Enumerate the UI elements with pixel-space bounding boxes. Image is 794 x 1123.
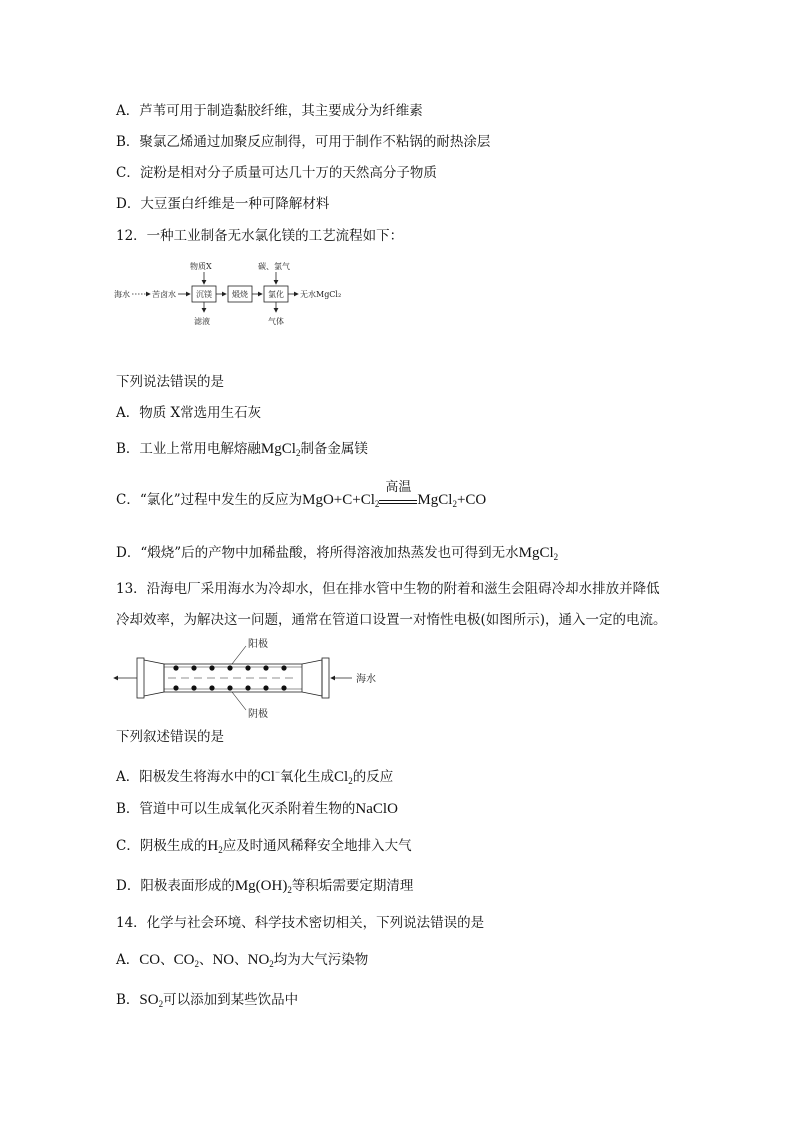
q11-option-b: B．聚氯乙烯通过加聚反应制得，可用于制作不粘锅的耐热涂层 (116, 134, 491, 150)
q13-stem-line1: 13．沿海电厂采用海水为冷却水，但在排水管中生物的附着和滋生会阻碍冷却水排放并降低 (116, 581, 660, 597)
q14-stem: 14．化学与社会环境、科学技术密切相关，下列说法错误的是 (116, 915, 485, 931)
q13-option-d: D．阳极表面形成的$Mg(OH)_2$等积垢需要定期清理 (116, 878, 414, 895)
q13-option-b: B．管道中可以生成氧化灭杀附着生物的NaClO (116, 801, 398, 817)
diagram-seawater: 海水 (356, 674, 376, 685)
q11-option-d: D．大豆蛋白纤维是一种可降解材料 (116, 196, 330, 212)
flow-product: 无水MgCl₂ (300, 290, 342, 299)
q12-option-b: B．工业上常用电解熔融MgCl$_2$制备金属镁 (116, 441, 368, 458)
q12-flow-diagram (112, 254, 352, 332)
flow-seawater: 海水 (114, 290, 130, 299)
q13-prompt: 下列叙述错误的是 (116, 729, 224, 745)
flow-bittern: 苦卤水 (152, 290, 176, 299)
q12-option-d: D．“煅烧”后的产物中加稀盐酸，将所得溶液加热蒸发也可得到无水MgCl$_2$ (116, 545, 559, 562)
diagram-cathode: 阴极 (248, 709, 268, 720)
q11-option-c: C．淀粉是相对分子质量可达几十万的天然高分子物质 (116, 165, 437, 181)
flow-reagent-x: 物质X (190, 262, 212, 271)
q13-option-a: A．阳极发生将海水中的Cl−氧化生成$Cl_2$的反应 (116, 767, 394, 786)
flow-reagent-cl: 碳、氯气 (258, 262, 290, 271)
reaction-condition: 高温 (379, 496, 417, 504)
flow-calcine: 煅烧 (232, 290, 248, 299)
q12-option-a: A．物质 X常选用生石灰 (116, 405, 262, 421)
q13-pipe-diagram (112, 634, 412, 722)
q12-stem: 12．一种工业制备无水氯化镁的工艺流程如下： (116, 228, 404, 244)
diagram-anode: 阳极 (248, 639, 268, 650)
flow-gas: 气体 (268, 317, 284, 326)
q13-option-c: C．阴极生成的$H_2$应及时通风稀释安全地排入大气 (116, 838, 412, 855)
q14-option-a: A．CO、$CO_2$、NO、$NO_2$均为大气污染物 (116, 952, 369, 969)
q14-option-b: B．$SO_2$可以添加到某些饮品中 (116, 992, 299, 1009)
q12-prompt: 下列说法错误的是 (116, 374, 224, 390)
flow-filtrate: 滤液 (194, 317, 210, 326)
flow-chlorinate: 氯化 (268, 290, 284, 299)
q11-option-a: A．芦苇可用于制造黏胶纤维，其主要成分为纤维素 (116, 103, 423, 119)
q12-option-c: C．“氯化”过程中发生的反应为$MgO+C+Cl_2$ 高温 MgCl$_2$+CO (116, 480, 487, 509)
q13-stem-line2: 冷却效率，为解决这一问题，通常在管道口设置一对惰性电极(如图所示)，通入一定的电流。 (116, 612, 667, 628)
flow-precipitate: 沉镁 (196, 290, 212, 299)
